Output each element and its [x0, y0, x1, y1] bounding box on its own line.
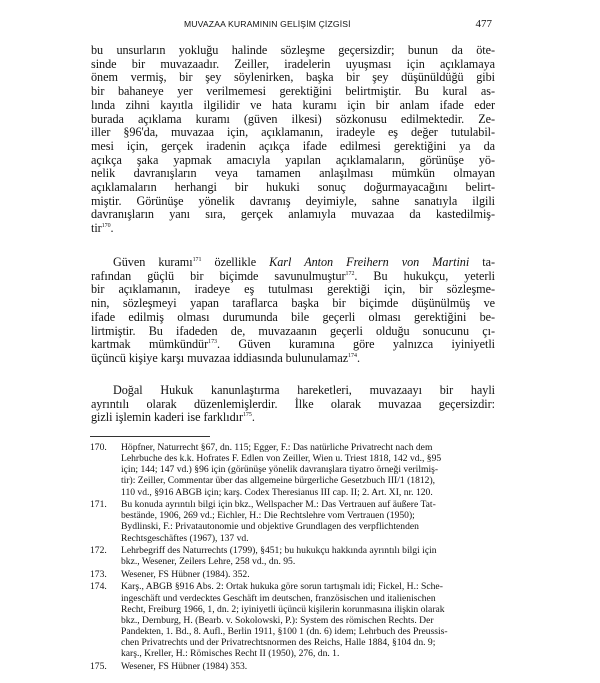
footnote-text: [121, 569, 502, 580]
text-line: kartmak mümkündür$^{173}$. Güven kuramına göre yalnızca iyiniyetli: [91, 337, 495, 352]
text-line: ifade edilmiş olması durumunda bile geçerli olması gerektiğini be-: [91, 309, 495, 324]
text-line: tir$^{170}$.: [91, 221, 114, 236]
footnote-line: bkz., Dernburg, H. (Bearb. v. Sokolowski, P.): System des römischen Rechts. Der: [121, 614, 434, 626]
footnote-line: bkz., Wesener, Zeilers Lehre, 258 vd., dn. 95.: [121, 556, 296, 568]
text-line: bir açıklamanın, iradeye eş tutulması gerektiği için, bir sözleşme-: [91, 282, 495, 297]
footnote-text: [121, 581, 502, 659]
footnote-number: 175.: [90, 660, 107, 672]
text-line: açıkça şaka yapmak amacıyla yapılan açıklamaların, görünüşe yö-: [91, 152, 495, 167]
text-line: nin, sözleşmeyi yapan taraflarca başka bir biçimde düşünülmüş ve: [91, 296, 495, 311]
running-title: MUVAZAA KURAMININ GELİŞİM ÇİZGİSİ: [184, 19, 351, 29]
footnote-line: ingeschäft und verdecktes Geschäft im deutschen, französischen und italienischen: [121, 592, 436, 604]
text-line: lında zihni kayıtla ilgilidir ve hata kuramı için bir anlam ifade eder: [91, 97, 495, 112]
text-line: sinde bir muvazaadır. Zeiller, iradelerin uyuşması için açıklamaya: [91, 56, 495, 71]
footnote-line: Bydlinski, F.: Privatautonomie und objektive Grundlagen des verpflichtenden: [121, 521, 419, 533]
footnote: [90, 545, 502, 567]
footnote-line: tir): Zeiller, Commentar über das allgemeine bürgerliche Gesetzbuch III/1 (1812),: [121, 475, 436, 487]
footnote-line: Rechtsgeschäftes (1967), 137 vd.: [121, 532, 249, 544]
footnote-line: Karş., ABGB §916 Abs. 2: Ortak hukuka göre sorun tartışmalı idi; Fickel, H.: Sche-: [121, 581, 443, 593]
text-line: Doğal Hukuk kanunlaştırma hareketleri, muvazaayı bir hayli: [113, 383, 495, 397]
running-header: [106, 19, 494, 33]
footnote-line: Wesener, FS Hübner (1984). 352.: [121, 568, 250, 580]
text-line: bir bahaneye yer verilmemesi gerektiğini belirtmiştir. Bu kural as-: [91, 84, 495, 99]
text-line: lirtmiştir. Bu ifadeden de, muvazaanın geçerli olduğu sonucunu çı-: [91, 323, 495, 338]
text-line: mesi için, gerçek iradenin açıkça ifade edilmesi gerektiğini ya da: [91, 138, 495, 153]
text-line: Güven kuramı$^{171}$ özellikle Karl Anton Freihern von Martini ta-: [113, 255, 496, 269]
footnote-ref-172[interactable]: 172: [345, 270, 355, 277]
footnote-line: chen Privatrechts und der Privatrechtsnormen des Reichs, Halle 1884, §104 dn. 9;: [121, 637, 436, 649]
text-line: üçüncü kişiye karşı muvazaa iddiasında bulunulamaz$^{174}$.: [91, 350, 360, 365]
footnote-line: Lehrbegriff des Naturrechts (1799), §451; bu hukukçu hakkında ayrıntılı bilgi için: [121, 545, 437, 557]
footnote-ref-173[interactable]: 173: [208, 339, 217, 346]
footnote-line: Recht, Freiburg 1966, 1, dn. 2; iyiniyetli üçüncü kişilerin korunmasına ilişkin olarak: [121, 603, 445, 615]
footnote-ref-171[interactable]: 171: [192, 256, 202, 263]
footnotes: [90, 442, 502, 673]
italic-name: Karl Anton Freihern von Martini: [269, 255, 470, 269]
page-number: 477: [475, 18, 492, 30]
text-line: davranışların yanı sıra, gerçek anlamıyla muvazaa da kastedilmiş-: [91, 207, 495, 222]
text-line: bu unsurların yokluğu halinde sözleşme geçersizdir; bunun da öte-: [91, 43, 495, 57]
footnote-line: Lehrbuche des k.k. Hofrates F. Edlen von Zeiller, Wien u. Triest 1818, 142 vd., §95: [121, 453, 442, 465]
footnote: [90, 499, 502, 544]
footnote-line: için; 144; 147 vd.) §96 için (görünüşe yönelik davranışlara tiyatro örneği verilmiş-: [121, 464, 439, 476]
footnote-number: 170.: [90, 442, 107, 453]
footnote-text: [121, 545, 502, 567]
footnote-ref-175[interactable]: 175: [242, 412, 252, 419]
paragraph-2: [91, 256, 495, 366]
footnote: [90, 581, 502, 659]
text-line: önem vermiş, bir şey söylenirken, başka bir şey düşünüldüğü gibi: [91, 70, 495, 85]
footnote: [90, 442, 502, 498]
footnote-text: [121, 499, 502, 544]
text-line: burada açıklama kuramı (güven ilkesi) sözkonusu edilmektedir. Ze-: [91, 111, 495, 126]
footnote-number: 173.: [90, 568, 107, 580]
footnote-text: [121, 661, 502, 672]
footnote-ref-170[interactable]: 170: [101, 223, 111, 230]
footnote-line: 110 vd., §916 ABGB için; karş. Codex Theresianus III cap. II; 2. Art. XI, nr. 120.: [121, 486, 433, 498]
footnote-divider: [90, 436, 210, 437]
footnote-number: 172.: [90, 545, 107, 557]
text-line: rafından güçlü bir biçimde savunulmuştur$^{172}$. Bu hukukçu, yeterli: [91, 268, 495, 283]
paragraph-1: [91, 44, 495, 236]
footnote-number: 174.: [90, 581, 107, 593]
paragraph-3: [91, 384, 495, 425]
footnote-number: 171.: [90, 499, 107, 511]
text-line: ayrıntılı olarak düzenlemişlerdir. İlke olarak muvazaa geçersizdir:: [91, 396, 495, 411]
text-line: iller §96'da, muvazaa için, açıklamanın, iradeyle eş değer tutulabil-: [91, 125, 495, 140]
footnote-ref-174[interactable]: 174: [348, 352, 357, 359]
text-line: nelik davranışların veya tamamen anlaşılması mümkün olmayan: [91, 166, 495, 181]
footnote-text: [121, 442, 502, 498]
footnote-line: Pandekten, 1. Bd., 8. Aufl., Berlin 1911, §100 1 (dn. 6) idem; Lehrbuch des Preussis-: [121, 626, 448, 638]
text-line: gizli işlemin kaderi ise farklıdır$^{175}$.: [91, 410, 255, 425]
text-line: miştir. Görünüşe yönelik davranış deyimiyle, sahne sanatıyla ilgili: [91, 193, 495, 208]
footnote-line: karş., Kreller, H.: Römisches Recht II (1950), 276, dn. 1.: [121, 648, 340, 660]
text-line: açıklamaların herhangi bir hukuki sonuç doğurmayacağını belirt-: [91, 180, 495, 195]
footnote-line: Wesener, FS Hübner (1984) 353.: [121, 660, 248, 672]
footnote-line: Höpfner, Naturrecht §67, dn. 115; Egger, F.: Das natürliche Privatrecht nach dem: [121, 442, 433, 453]
footnote-line: bestände, 1906, 269 vd.; Eichler, H.: Die Rechtslehre vom Vertrauen (1950);: [121, 510, 415, 522]
footnote-line: Bu konuda ayrıntılı bilgi için bkz., Wellspacher M.: Das Vertrauen auf äußere Tat-: [121, 499, 436, 511]
footnote: [90, 569, 502, 580]
footnote: [90, 661, 502, 672]
